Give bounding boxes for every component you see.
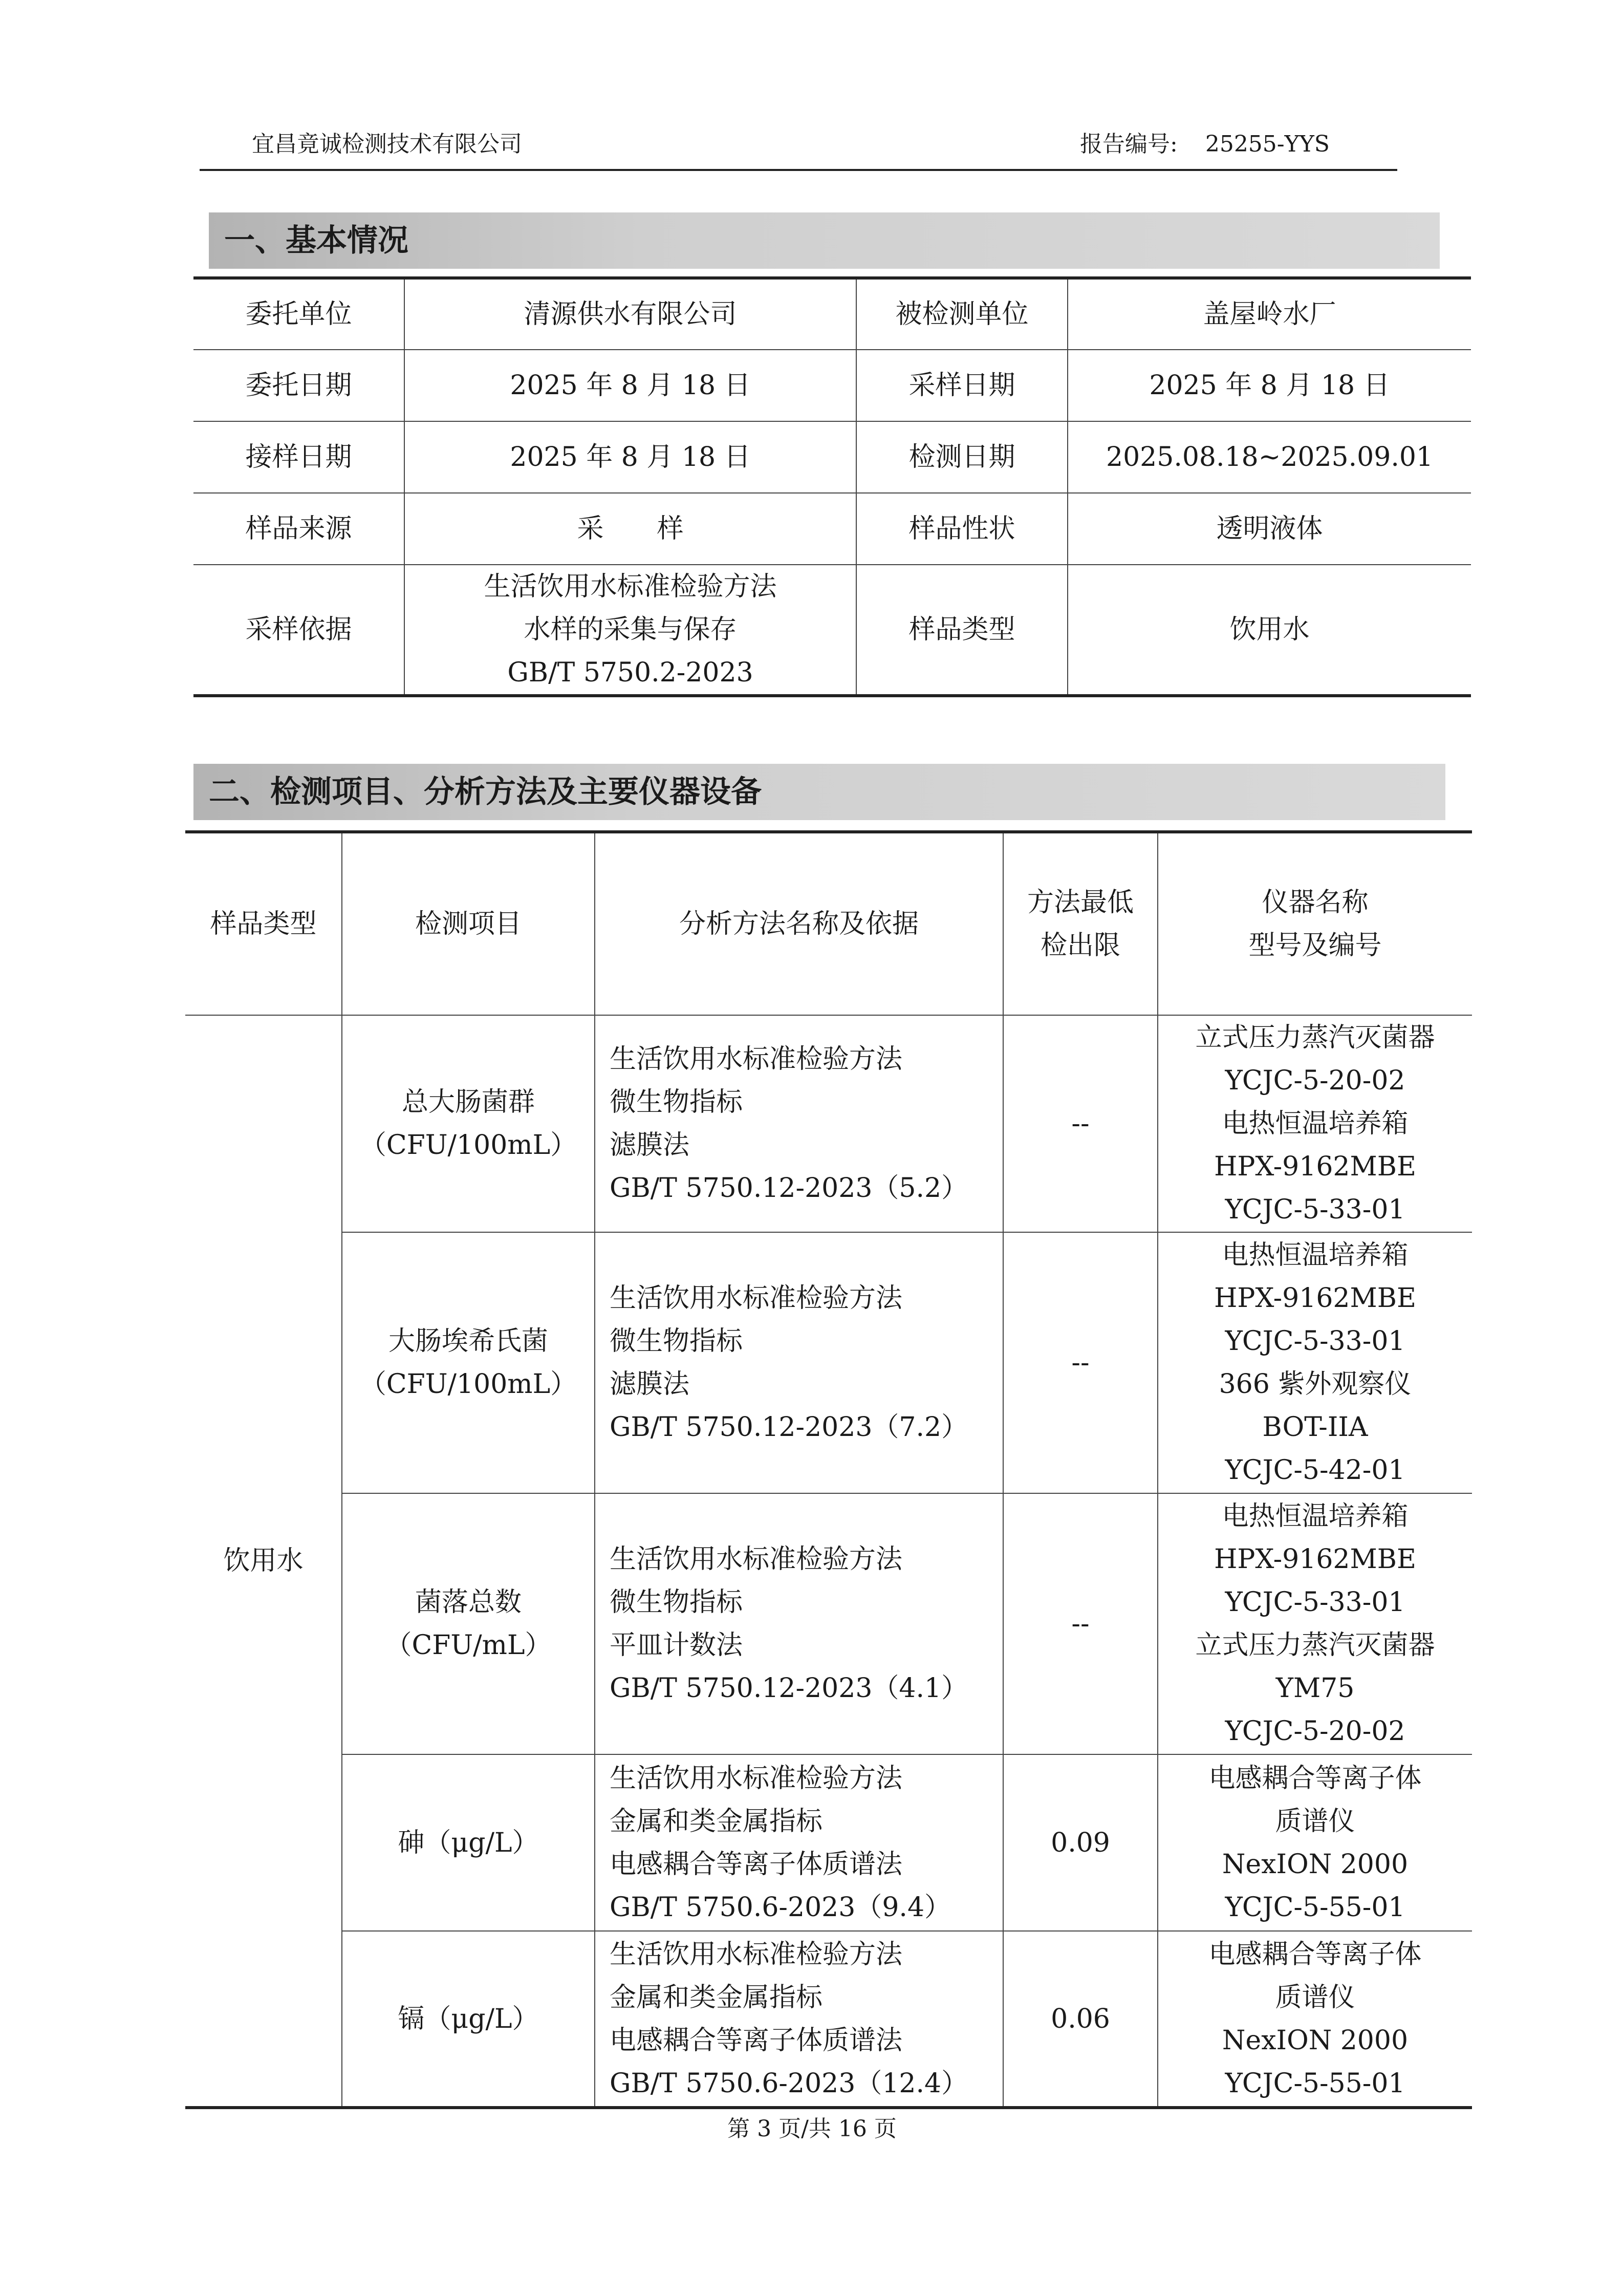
table-row	[193, 493, 1471, 565]
inst-line: 电感耦合等离子体	[1208, 1763, 1422, 1794]
row-label: 样品性状	[856, 493, 1068, 565]
sample-type-cell: 饮用水	[185, 1015, 342, 2108]
item-line: 大肠埃希氏菌	[388, 1326, 548, 1357]
section-methods-title: 二、检测项目、分析方法及主要仪器设备	[193, 764, 1445, 820]
instrument-cell	[1158, 1754, 1472, 1931]
row-label: 样品类型	[856, 565, 1068, 696]
inst-line: YCJC-5-55-01	[1225, 2068, 1405, 2099]
method-line: 生活饮用水标准检验方法	[610, 1763, 903, 1794]
inst-line: YCJC-5-20-02	[1225, 1716, 1405, 1747]
limit-cell: 0.09	[1003, 1754, 1158, 1931]
row-label: 委托单位	[193, 278, 404, 350]
method-line: 微生物指标	[610, 1587, 743, 1618]
method-line: GB/T 5750.6-2023（12.4）	[610, 2068, 968, 2099]
inst-line: 立式压力蒸汽灭菌器	[1195, 1630, 1435, 1661]
header-sample-type: 样品类型	[185, 832, 342, 1015]
method-line: 生活饮用水标准检验方法	[610, 1044, 903, 1075]
method-cell	[595, 1931, 1003, 2108]
inst-line: YCJC-5-33-01	[1225, 1326, 1405, 1357]
header-limit	[1003, 832, 1158, 1015]
item-line: 总大肠菌群	[401, 1087, 535, 1118]
inst-line: NexION 2000	[1222, 1849, 1409, 1880]
basis-line: 水样的采集与保存	[524, 614, 737, 645]
inst-line: NexION 2000	[1222, 2025, 1409, 2056]
header-line: 仪器名称	[1262, 887, 1369, 918]
item-name: 镉（μg/L）	[342, 1931, 595, 2108]
inst-line: 立式压力蒸汽灭菌器	[1195, 1022, 1435, 1053]
inst-line: BOT-IIA	[1262, 1412, 1368, 1443]
table-row	[193, 421, 1471, 493]
method-line: GB/T 5750.12-2023（5.2）	[610, 1173, 968, 1204]
inst-line: YCJC-5-33-01	[1225, 1587, 1405, 1618]
instrument-cell	[1158, 1931, 1472, 2108]
instrument-cell	[1158, 1232, 1472, 1493]
row-value: 透明液体	[1068, 493, 1471, 565]
method-line: 滤膜法	[610, 1369, 690, 1400]
method-line: GB/T 5750.12-2023（4.1）	[610, 1673, 968, 1704]
basic-info-table	[193, 276, 1471, 697]
header-method: 分析方法名称及依据	[595, 832, 1003, 1015]
item-line: （CFU/mL）	[385, 1630, 552, 1661]
method-line: 电感耦合等离子体质谱法	[610, 1849, 903, 1880]
row-label: 采样依据	[193, 565, 404, 696]
header-line: 方法最低	[1027, 887, 1134, 918]
header-item: 检测项目	[342, 832, 595, 1015]
row-label: 样品来源	[193, 493, 404, 565]
table-row	[193, 350, 1471, 421]
method-line: 金属和类金属指标	[610, 1806, 823, 1837]
header-line: 检出限	[1040, 930, 1120, 961]
inst-line: HPX-9162MBE	[1214, 1544, 1416, 1575]
item-line: 菌落总数	[415, 1587, 522, 1618]
inst-line: HPX-9162MBE	[1214, 1151, 1416, 1182]
instrument-cell	[1158, 1015, 1472, 1232]
inst-line: YCJC-5-55-01	[1225, 1892, 1405, 1923]
limit-cell: --	[1003, 1015, 1158, 1232]
table-row	[185, 1493, 1472, 1754]
row-value: 饮用水	[1068, 565, 1471, 696]
method-line: 滤膜法	[610, 1130, 690, 1161]
inst-line: 电热恒温培养箱	[1222, 1240, 1409, 1271]
row-value: 2025 年 8 月 18 日	[404, 421, 856, 493]
instrument-cell	[1158, 1493, 1472, 1754]
table-row	[193, 565, 1471, 696]
row-label: 检测日期	[856, 421, 1068, 493]
method-line: 生活饮用水标准检验方法	[610, 1544, 903, 1575]
row-value: 采 样	[404, 493, 856, 565]
row-label: 接样日期	[193, 421, 404, 493]
method-cell	[595, 1232, 1003, 1493]
inst-line: YM75	[1275, 1673, 1355, 1704]
table-header-row	[185, 832, 1472, 1015]
method-line: 生活饮用水标准检验方法	[610, 1283, 903, 1314]
item-name: 砷（μg/L）	[342, 1754, 595, 1931]
table-row	[193, 278, 1471, 350]
inst-line: 质谱仪	[1275, 1806, 1355, 1837]
header-line: 型号及编号	[1248, 930, 1382, 961]
section-basic-info-title: 一、基本情况	[209, 212, 1440, 269]
report-number	[1080, 125, 1330, 158]
table-row	[185, 1015, 1472, 1232]
inst-line: 质谱仪	[1275, 1982, 1355, 2013]
method-line: 微生物指标	[610, 1087, 743, 1118]
sampling-basis	[404, 565, 856, 696]
row-value: 盖屋岭水厂	[1068, 278, 1471, 350]
row-label: 委托日期	[193, 350, 404, 421]
inst-line: 366 紫外观察仪	[1219, 1369, 1412, 1400]
item-line: （CFU/100mL）	[359, 1369, 577, 1400]
table-row	[185, 1931, 1472, 2108]
method-line: 微生物指标	[610, 1326, 743, 1357]
limit-cell: --	[1003, 1493, 1158, 1754]
method-line: GB/T 5750.12-2023（7.2）	[610, 1412, 968, 1443]
report-number-label: 报告编号:	[1080, 131, 1178, 157]
basis-line: 生活饮用水标准检验方法	[484, 571, 777, 602]
row-value: 2025 年 8 月 18 日	[1068, 350, 1471, 421]
method-line: 生活饮用水标准检验方法	[610, 1939, 903, 1970]
limit-cell: --	[1003, 1232, 1158, 1493]
method-line: 电感耦合等离子体质谱法	[610, 2025, 903, 2056]
table-row	[185, 1232, 1472, 1493]
company-name: 宜昌竟诚检测技术有限公司	[252, 131, 522, 157]
methods-table	[185, 830, 1472, 2109]
report-number-value: 25255-YYS	[1205, 131, 1330, 157]
inst-line: 电感耦合等离子体	[1208, 1939, 1422, 1970]
page-number: 第 3 页/共 16 页	[727, 2116, 897, 2142]
item-name	[342, 1015, 595, 1232]
inst-line: 电热恒温培养箱	[1222, 1501, 1409, 1532]
inst-line: YCJC-5-33-01	[1225, 1194, 1405, 1225]
method-cell	[595, 1015, 1003, 1232]
row-label: 被检测单位	[856, 278, 1068, 350]
inst-line: YCJC-5-42-01	[1225, 1455, 1405, 1486]
inst-line: YCJC-5-20-02	[1225, 1065, 1405, 1096]
method-line: 平皿计数法	[610, 1630, 743, 1661]
method-line: GB/T 5750.6-2023（9.4）	[610, 1892, 951, 1923]
item-name	[342, 1493, 595, 1754]
table-row	[185, 1754, 1472, 1931]
limit-cell: 0.06	[1003, 1931, 1158, 2108]
method-cell	[595, 1754, 1003, 1931]
row-value: 2025 年 8 月 18 日	[404, 350, 856, 421]
method-cell	[595, 1493, 1003, 1754]
header-divider	[200, 169, 1397, 171]
item-name	[342, 1232, 595, 1493]
row-value: 清源供水有限公司	[404, 278, 856, 350]
item-line: （CFU/100mL）	[359, 1130, 577, 1161]
inst-line: HPX-9162MBE	[1214, 1283, 1416, 1314]
row-value: 2025.08.18~2025.09.01	[1068, 421, 1471, 493]
header-instrument	[1158, 832, 1472, 1015]
method-line: 金属和类金属指标	[610, 1982, 823, 2013]
inst-line: 电热恒温培养箱	[1222, 1108, 1409, 1139]
basis-line: GB/T 5750.2-2023	[507, 657, 753, 688]
row-label: 采样日期	[856, 350, 1068, 421]
